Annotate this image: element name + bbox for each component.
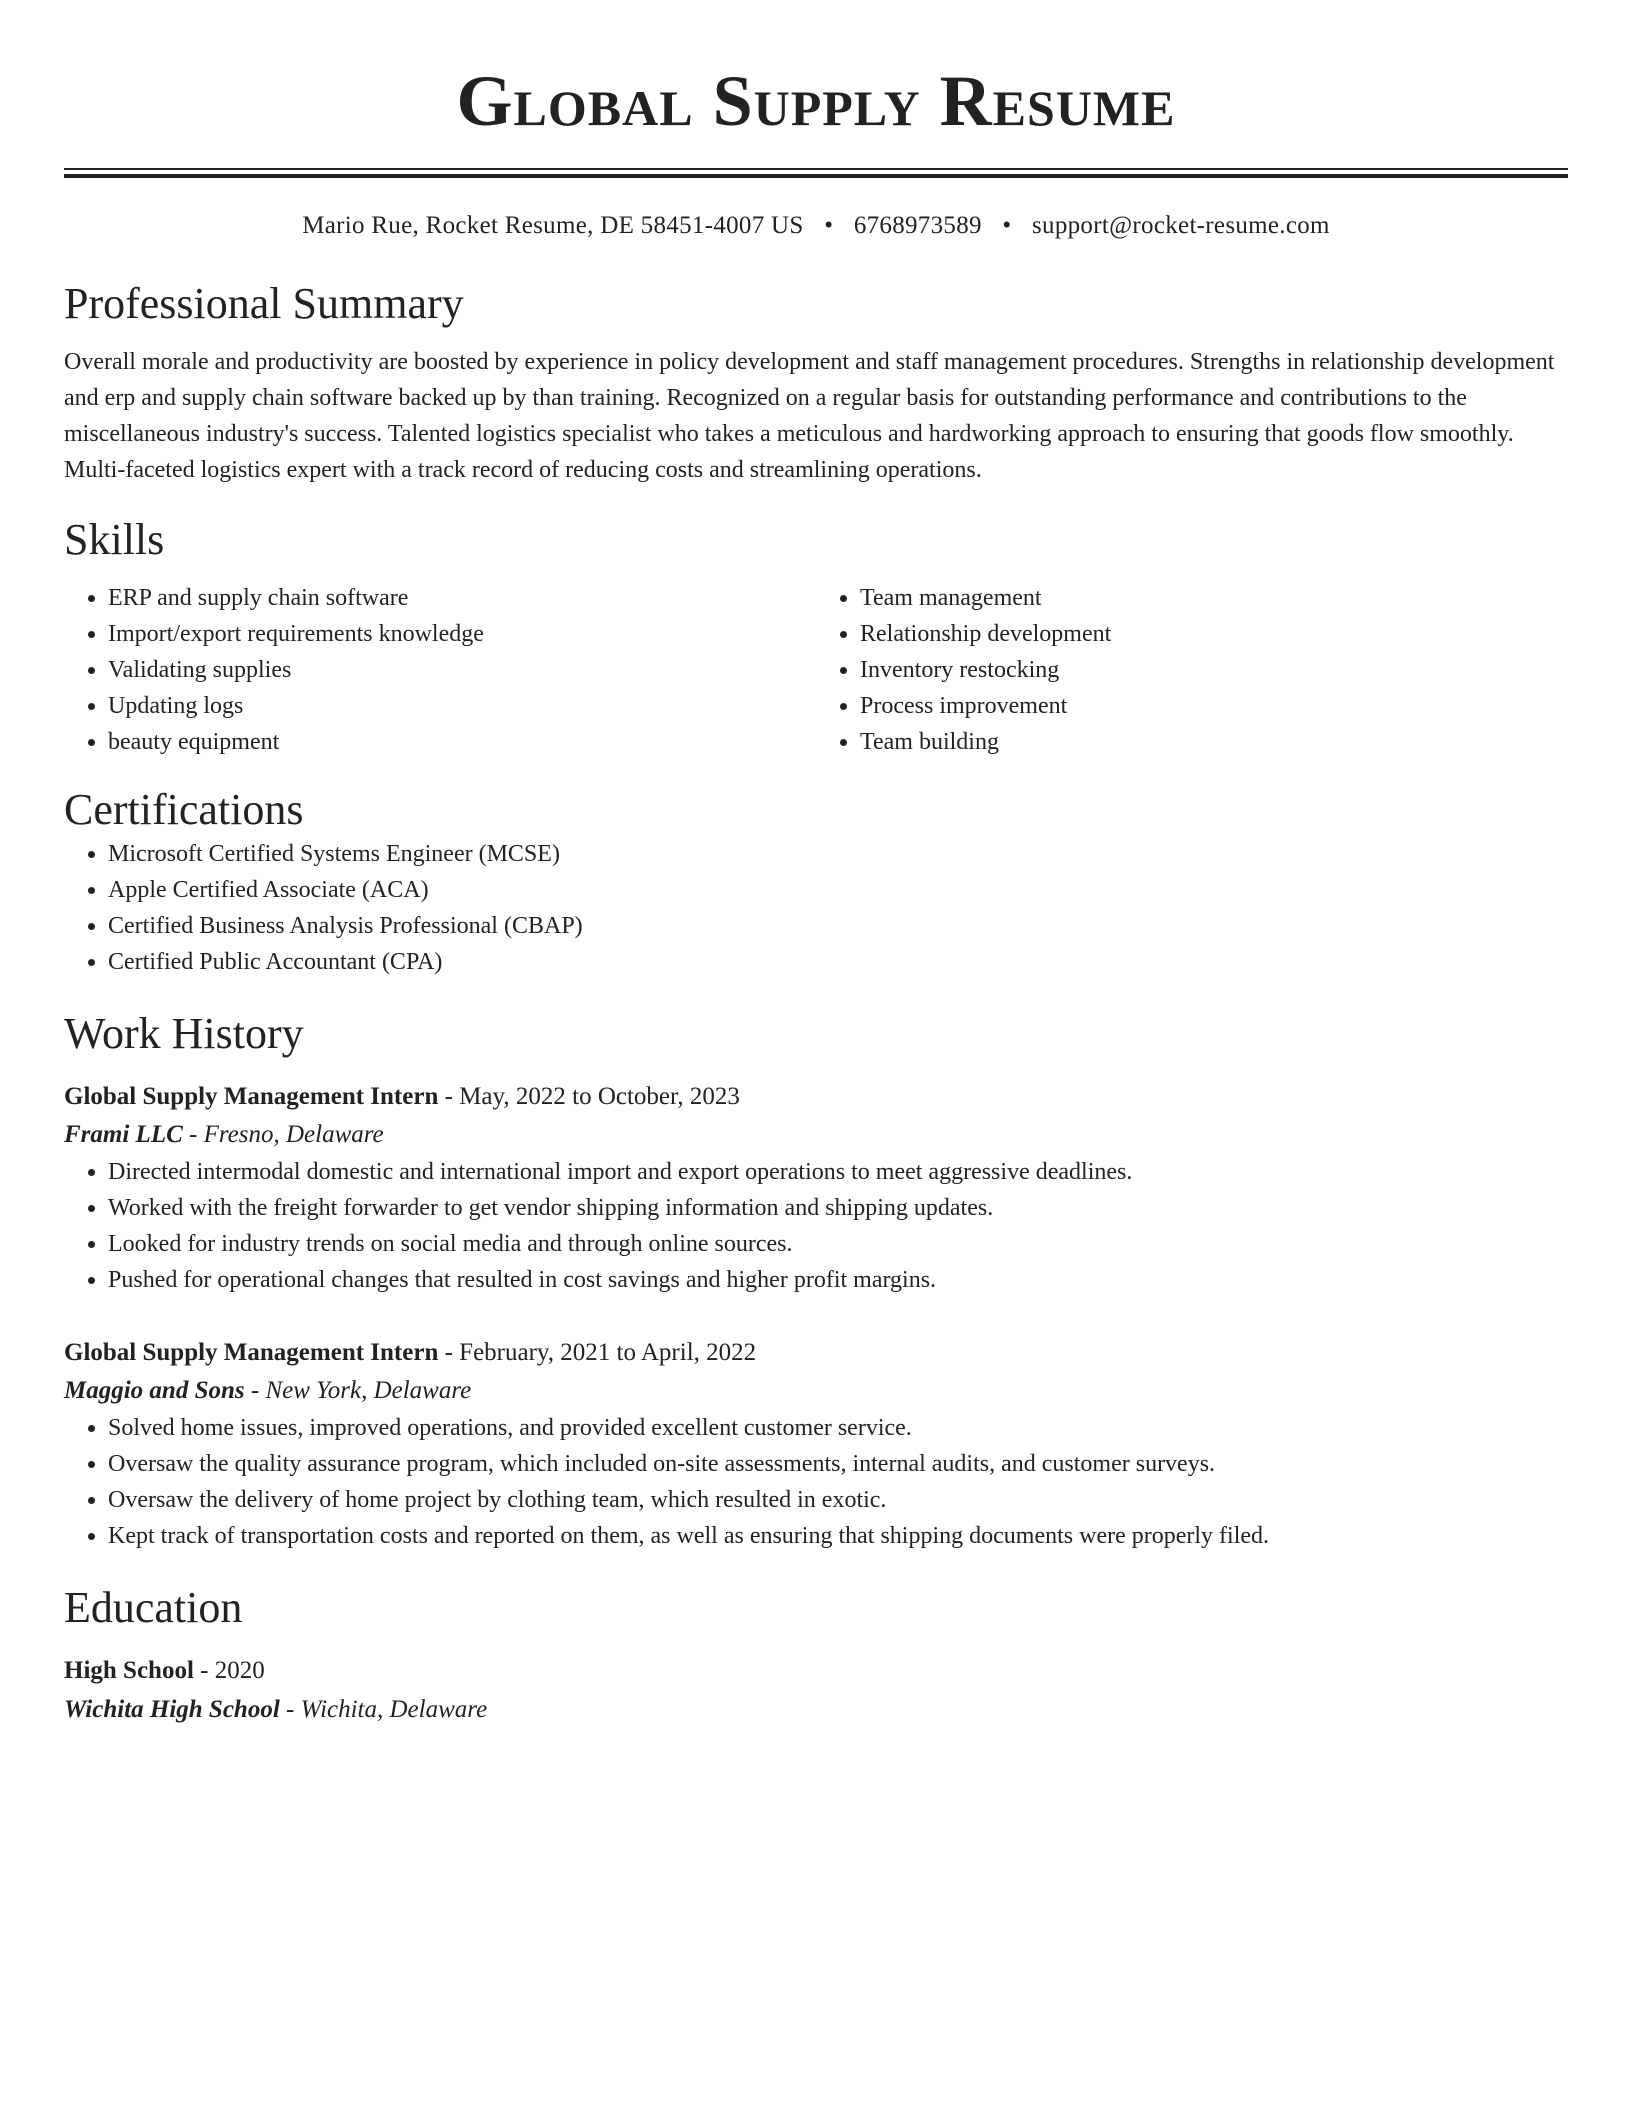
job-entry: [64, 1334, 1568, 1554]
contact-email: support@rocket-resume.com: [1032, 212, 1330, 239]
job-title: Global Supply Management Intern: [64, 1339, 439, 1366]
skill-item: • Validating supplies: [108, 652, 816, 688]
job-company-line: [64, 1116, 1568, 1154]
education-section: [64, 1582, 1568, 1730]
certification-item: • Microsoft Certified Systems Engineer (MCSE): [108, 836, 1568, 872]
title-divider: [64, 168, 1568, 178]
skill-item: • Import/export requirements knowledge: [108, 616, 816, 652]
education-school-line: [64, 1690, 1568, 1730]
section-heading-education: Education: [64, 1583, 243, 1632]
education-entry: [64, 1652, 1568, 1730]
job-duties-list: [64, 1410, 1568, 1554]
certifications-section: [64, 784, 1568, 980]
contact-separator: •: [824, 212, 834, 239]
skills-section: [64, 514, 1568, 760]
summary-text: Overall morale and productivity are boosted by experience in policy development and staff management procedures. Strengths in relationship development and erp and supply chain software backed up by than training. Recognized on a regular basis for outstanding performance and contributions to the miscellaneous industry's success. Talented logistics specialist who takes a meticulous and hardworking approach to ensuring that goods flow smoothly. Multi-faceted logistics expert with a track record of reducing costs and streamlining operations.: [64, 349, 1555, 483]
section-heading-work-history: Work History: [64, 1009, 304, 1058]
certification-item: • Certified Business Analysis Professional (CBAP): [108, 908, 1568, 944]
job-entry: [64, 1078, 1568, 1298]
contact-phone: 6768973589: [853, 212, 982, 239]
education-year: - 2020: [193, 1657, 265, 1684]
skill-item: • Process improvement: [860, 688, 1568, 724]
section-heading-summary: Professional Summary: [64, 279, 464, 328]
contact-separator: •: [1002, 212, 1012, 239]
job-duty-item: • Directed intermodal domestic and international import and export operations to meet aggressive deadlines.: [108, 1154, 1568, 1190]
section-heading-certifications: Certifications: [64, 785, 304, 834]
skill-item: • Inventory restocking: [860, 652, 1568, 688]
company-location: - Fresno, Delaware: [182, 1121, 384, 1148]
job-duty-item: • Worked with the freight forwarder to get vendor shipping information and shipping updates.: [108, 1190, 1568, 1226]
job-duty-item: • Pushed for operational changes that resulted in cost savings and higher profit margins.: [108, 1262, 1568, 1298]
job-duties-list: [64, 1154, 1568, 1298]
company-name: Maggio and Sons: [64, 1377, 245, 1404]
job-duty-item: • Looked for industry trends on social media and through online sources.: [108, 1226, 1568, 1262]
resume-title: Global Supply Resume: [456, 61, 1176, 141]
job-dates: - May, 2022 to October, 2023: [438, 1083, 740, 1110]
skills-list-right: [816, 580, 1568, 760]
school-location: - Wichita, Delaware: [279, 1696, 488, 1723]
skills-list-left: [64, 580, 816, 760]
certifications-list: [64, 836, 1568, 980]
skill-item: • beauty equipment: [108, 724, 816, 760]
company-location: - New York, Delaware: [244, 1377, 472, 1404]
job-duty-item: • Oversaw the quality assurance program, which included on-site assessments, internal audits, and customer surveys.: [108, 1446, 1568, 1482]
skill-item: • ERP and supply chain software: [108, 580, 816, 616]
job-duty-item: • Solved home issues, improved operations, and provided excellent customer service.: [108, 1410, 1568, 1446]
skill-item: • Team management: [860, 580, 1568, 616]
job-duty-item: • Kept track of transportation costs and reported on them, as well as ensuring that shipping documents were properly filed.: [108, 1518, 1568, 1554]
contact-line: [64, 210, 1568, 242]
certification-item: • Apple Certified Associate (ACA): [108, 872, 1568, 908]
job-dates: - February, 2021 to April, 2022: [438, 1339, 757, 1366]
job-title-line: [64, 1334, 1568, 1372]
school-name: Wichita High School: [64, 1696, 280, 1723]
skill-item: • Relationship development: [860, 616, 1568, 652]
job-company-line: [64, 1372, 1568, 1410]
education-degree-line: [64, 1652, 1568, 1690]
contact-address: Mario Rue, Rocket Resume, DE 58451-4007 US: [302, 212, 804, 239]
section-heading-skills: Skills: [64, 515, 165, 564]
certification-item: • Certified Public Accountant (CPA): [108, 944, 1568, 980]
job-title: Global Supply Management Intern: [64, 1083, 439, 1110]
professional-summary-section: [64, 278, 1568, 488]
company-name: Frami LLC: [64, 1121, 183, 1148]
skill-item: • Team building: [860, 724, 1568, 760]
skill-item: • Updating logs: [108, 688, 816, 724]
education-degree: High School: [64, 1657, 194, 1684]
skills-grid: [64, 580, 1568, 760]
work-history-section: [64, 1008, 1568, 1554]
job-duty-item: • Oversaw the delivery of home project by clothing team, which resulted in exotic.: [108, 1482, 1568, 1518]
job-title-line: [64, 1078, 1568, 1116]
